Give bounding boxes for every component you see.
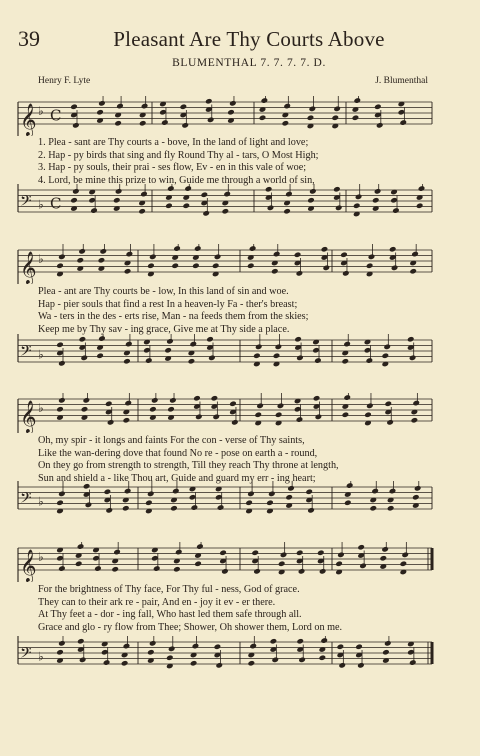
- note-head: [56, 499, 64, 506]
- verse-4-line: Sun and shield a - like Thou art, Guide and guard my err - ing heart;: [38, 472, 316, 484]
- treble-clef-icon: 𝄞: [20, 251, 37, 284]
- note-head: [323, 265, 331, 272]
- note-head: [196, 543, 204, 550]
- note-head: [389, 246, 397, 253]
- note-head: [270, 638, 278, 645]
- note-head: [121, 660, 129, 667]
- note-head: [168, 646, 176, 653]
- note-head: [126, 251, 134, 258]
- note-head: [412, 494, 420, 501]
- note-head: [58, 640, 66, 647]
- note-head: [275, 411, 283, 418]
- note-head: [337, 552, 345, 559]
- note-head: [384, 400, 392, 407]
- verse-3-line: Wa - ters in the des - erts rise, Man - na feeds them from the skies;: [38, 311, 309, 323]
- note-head: [194, 560, 202, 567]
- note-head: [387, 505, 395, 512]
- note-head: [245, 499, 253, 506]
- note-head: [409, 659, 417, 666]
- tune-name: BLUMENTHAL 7. 7. 7. 7. D.: [172, 57, 326, 69]
- note-head: [283, 208, 291, 215]
- note-head: [355, 194, 363, 201]
- note-head: [227, 109, 235, 116]
- note-head: [416, 202, 424, 209]
- note-head: [166, 338, 174, 345]
- note-head: [372, 197, 380, 204]
- note-head: [346, 482, 354, 489]
- note-head: [294, 251, 302, 258]
- note-head: [366, 403, 374, 410]
- note-head: [383, 344, 391, 351]
- note-head: [307, 197, 315, 204]
- note-head: [411, 417, 419, 424]
- note-head: [247, 262, 255, 269]
- note-head: [98, 257, 106, 264]
- note-head: [280, 552, 288, 559]
- note-head: [376, 122, 384, 129]
- note-head: [105, 507, 113, 514]
- note-head: [72, 188, 80, 195]
- note-head: [167, 185, 175, 192]
- note-head: [75, 560, 83, 567]
- treble-staff: [0, 244, 480, 284]
- key-flat-icon: ♭: [38, 252, 44, 266]
- bass-clef-icon: 𝄢: [20, 342, 32, 364]
- note-head: [382, 649, 390, 656]
- note-head: [124, 488, 132, 495]
- note-head: [214, 254, 222, 261]
- lyrics-block-2: [38, 286, 430, 336]
- note-head: [333, 106, 341, 113]
- note-head: [99, 248, 107, 255]
- verse-3-line: At Thy feet a - dor - ing fall, Who hast led them safe through all.: [38, 609, 302, 621]
- note-head: [414, 485, 422, 492]
- note-head: [253, 352, 261, 359]
- note-head: [170, 505, 178, 512]
- note-head: [271, 268, 279, 275]
- note-head: [287, 485, 295, 492]
- note-head: [357, 662, 365, 669]
- verse-3-line: 3. Hap - py souls, their prai - ses flow, Ev - en in this vale of woe;: [38, 162, 307, 174]
- note-head: [173, 566, 181, 573]
- note-head: [307, 114, 315, 121]
- note-head: [353, 202, 361, 209]
- note-head: [72, 122, 80, 129]
- common-time-icon: C: [50, 106, 62, 125]
- note-head: [344, 499, 352, 506]
- verse-2-line: 2. Hap - py birds that sing and fly Round Thy al - tars, O Most High;: [38, 149, 319, 161]
- note-head: [147, 262, 155, 269]
- note-head: [259, 114, 267, 121]
- note-head: [369, 505, 377, 512]
- note-head: [229, 400, 237, 407]
- verse-1-line: 1. Plea - sant are Thy courts a - bove, In the land of light and love;: [38, 137, 309, 148]
- note-head: [190, 660, 198, 667]
- note-head: [285, 494, 293, 501]
- note-head: [184, 185, 192, 192]
- note-head: [285, 191, 293, 198]
- note-head: [296, 270, 304, 277]
- note-head: [411, 251, 419, 258]
- note-head: [166, 654, 174, 661]
- note-head: [400, 560, 408, 567]
- note-head: [58, 360, 66, 367]
- note-head: [77, 543, 85, 550]
- note-head: [374, 103, 382, 110]
- note-head: [149, 640, 157, 647]
- note-head: [206, 336, 214, 343]
- note-head: [207, 117, 215, 124]
- note-head: [307, 507, 315, 514]
- note-head: [352, 114, 360, 121]
- treble-staff: [0, 393, 480, 433]
- note-head: [169, 397, 177, 404]
- note-head: [83, 483, 91, 490]
- note-head: [391, 265, 399, 272]
- note-head: [374, 188, 382, 195]
- note-head: [125, 341, 133, 348]
- verse-1-line: Oh, my spir - it longs and faints For the con - verse of Thy saints,: [38, 435, 305, 446]
- note-head: [273, 352, 281, 359]
- note-head: [123, 417, 131, 424]
- note-head: [96, 352, 104, 359]
- note-head: [219, 549, 227, 556]
- bass-clef-icon: 𝄢: [20, 192, 32, 214]
- note-head: [191, 504, 199, 511]
- note-head: [223, 191, 231, 198]
- note-head: [337, 643, 345, 650]
- key-flat-icon: ♭: [38, 649, 44, 664]
- note-head: [164, 347, 172, 354]
- note-head: [79, 336, 87, 343]
- note-head: [267, 205, 275, 212]
- note-head: [56, 262, 64, 269]
- note-head: [167, 406, 175, 413]
- note-head: [175, 549, 183, 556]
- note-head: [217, 504, 225, 511]
- note-head: [342, 411, 350, 418]
- note-head: [296, 549, 304, 556]
- note-head: [335, 560, 343, 567]
- note-head: [139, 120, 147, 127]
- note-head: [381, 546, 389, 553]
- note-head: [333, 186, 341, 193]
- note-head: [138, 208, 146, 215]
- lyrics-block-3: [38, 435, 430, 485]
- note-head: [343, 341, 351, 348]
- note-head: [249, 643, 257, 650]
- note-head: [268, 491, 276, 498]
- note-head: [105, 400, 113, 407]
- note-head: [107, 419, 115, 426]
- note-head: [116, 103, 124, 110]
- note-head: [115, 188, 123, 195]
- note-head: [81, 406, 89, 413]
- common-time-icon: C: [50, 194, 62, 213]
- note-head: [58, 397, 66, 404]
- note-head: [354, 97, 362, 104]
- note-head: [399, 119, 407, 126]
- treble-clef-icon: 𝄞: [20, 103, 37, 136]
- note-head: [70, 103, 78, 110]
- note-head: [296, 638, 304, 645]
- note-head: [283, 103, 291, 110]
- note-head: [140, 191, 148, 198]
- note-head: [147, 491, 155, 498]
- verse-2-line: Hap - pier souls that find a rest In a heaven-ly Fa - ther's breast;: [38, 298, 298, 310]
- note-head: [221, 568, 229, 575]
- lyrics-block-4: [38, 584, 430, 634]
- note-head: [192, 643, 200, 650]
- music-system-2: [0, 244, 480, 369]
- note-head: [319, 654, 327, 661]
- note-head: [407, 336, 415, 343]
- note-head: [409, 355, 417, 362]
- note-head: [205, 98, 213, 105]
- note-head: [355, 643, 363, 650]
- note-head: [79, 657, 87, 664]
- note-head: [56, 341, 64, 348]
- note-head: [195, 414, 203, 421]
- note-head: [124, 400, 132, 407]
- note-head: [83, 397, 91, 404]
- music-system-3: [0, 393, 480, 518]
- note-head: [266, 499, 274, 506]
- note-head: [165, 202, 173, 209]
- note-head: [251, 549, 259, 556]
- note-head: [248, 660, 256, 667]
- note-head: [314, 357, 322, 364]
- note-head: [103, 659, 111, 666]
- note-head: [149, 254, 157, 261]
- note-head: [215, 662, 223, 669]
- note-head: [222, 208, 230, 215]
- note-head: [124, 268, 132, 275]
- key-flat-icon: ♭: [38, 550, 44, 564]
- note-head: [113, 549, 121, 556]
- note-head: [389, 488, 397, 495]
- note-head: [141, 103, 149, 110]
- treble-clef-icon: 𝄞: [20, 549, 37, 582]
- note-head: [331, 114, 339, 121]
- note-head: [85, 502, 93, 509]
- bass-clef-icon: 𝄢: [20, 644, 32, 666]
- note-head: [76, 257, 84, 264]
- note-head: [161, 119, 169, 126]
- bass-staff: [0, 184, 480, 224]
- hymn-title: Pleasant Are Thy Courts Above: [113, 27, 385, 51]
- verse-4-line: Grace and glo - ry flow from Thee; Shower, Oh shower them, Lord on me.: [38, 621, 343, 633]
- note-head: [321, 246, 329, 253]
- note-head: [171, 262, 179, 269]
- note-head: [249, 245, 257, 252]
- note-head: [70, 197, 78, 204]
- note-head: [253, 568, 261, 575]
- note-head: [229, 100, 237, 107]
- note-head: [90, 207, 98, 214]
- verse-4-line: Keep me by Thy sav - ing grace, Give me at Thy side a place.: [38, 323, 290, 335]
- lyricist-credit: Henry F. Lyte: [38, 76, 91, 86]
- bass-staff: [0, 334, 480, 374]
- note-head: [189, 341, 197, 348]
- note-head: [145, 357, 153, 364]
- note-head: [123, 643, 131, 650]
- lyrics-block-1: [38, 137, 430, 187]
- note-head: [261, 97, 269, 104]
- treble-clef-icon: 𝄞: [20, 400, 37, 433]
- note-head: [212, 262, 220, 269]
- note-head: [151, 397, 159, 404]
- note-head: [412, 400, 420, 407]
- note-head: [309, 106, 317, 113]
- note-head: [278, 560, 286, 567]
- music-system-4: [0, 542, 480, 707]
- note-head: [94, 565, 102, 572]
- note-head: [418, 185, 426, 192]
- note-head: [294, 336, 302, 343]
- note-head: [315, 414, 323, 421]
- note-head: [194, 245, 202, 252]
- verse-2-line: They can to their ark re - pair, And en - joy it ev - er there.: [38, 596, 276, 608]
- note-head: [317, 549, 325, 556]
- note-head: [111, 566, 119, 573]
- note-head: [342, 270, 350, 277]
- note-head: [123, 358, 131, 365]
- note-head: [98, 335, 106, 342]
- note-head: [201, 191, 209, 198]
- key-flat-icon: ♭: [38, 197, 44, 212]
- verse-3-line: On they go from strength to strength, Till they reach Thy throne at length,: [38, 460, 339, 472]
- treble-staff: [0, 96, 480, 136]
- note-head: [409, 268, 417, 275]
- note-head: [180, 103, 188, 110]
- note-head: [340, 251, 348, 258]
- note-head: [319, 568, 327, 575]
- key-flat-icon: ♭: [38, 494, 44, 509]
- note-head: [58, 491, 66, 498]
- note-head: [113, 197, 121, 204]
- note-head: [357, 544, 365, 551]
- note-head: [211, 395, 219, 402]
- note-head: [181, 122, 189, 129]
- note-head: [58, 565, 66, 572]
- note-head: [275, 344, 283, 351]
- bass-staff: [0, 481, 480, 521]
- note-head: [371, 488, 379, 495]
- note-head: [153, 565, 161, 572]
- note-head: [313, 395, 321, 402]
- note-head: [231, 419, 239, 426]
- note-head: [338, 662, 346, 669]
- note-head: [147, 649, 155, 656]
- verse-1-line: Plea - ant are Thy courts be - low, In this land of sin and woe.: [38, 286, 289, 297]
- note-head: [384, 640, 392, 647]
- note-head: [364, 411, 372, 418]
- note-head: [296, 355, 304, 362]
- note-head: [78, 248, 86, 255]
- note-head: [359, 563, 367, 570]
- note-head: [122, 505, 130, 512]
- note-head: [98, 100, 106, 107]
- note-head: [255, 344, 263, 351]
- note-head: [56, 649, 64, 656]
- composer-credit: J. Blumenthal: [375, 76, 428, 86]
- note-head: [341, 358, 349, 365]
- note-head: [379, 555, 387, 562]
- bass-clef-icon: 𝄢: [20, 489, 32, 511]
- note-head: [296, 416, 304, 423]
- note-head: [309, 188, 317, 195]
- note-head: [401, 552, 409, 559]
- note-head: [208, 355, 216, 362]
- note-head: [277, 403, 285, 410]
- note-head: [173, 245, 181, 252]
- note-head: [114, 120, 122, 127]
- note-head: [366, 262, 374, 269]
- verse-1-line: For the brightness of Thy face, For Thy ful - ness, God of grace.: [38, 584, 300, 595]
- note-head: [386, 419, 394, 426]
- note-head: [254, 411, 262, 418]
- note-head: [58, 254, 66, 261]
- note-head: [212, 414, 220, 421]
- bass-staff: [0, 636, 480, 676]
- note-head: [104, 488, 112, 495]
- note-head: [282, 120, 290, 127]
- note-head: [182, 202, 190, 209]
- note-head: [298, 657, 306, 664]
- key-flat-icon: ♭: [38, 104, 44, 118]
- note-head: [273, 251, 281, 258]
- note-head: [145, 499, 153, 506]
- note-head: [343, 394, 351, 401]
- verse-2-line: Like the wan-dering dove that found No re - pose on earth a - round,: [38, 447, 318, 459]
- note-head: [256, 403, 264, 410]
- music-system-1: [0, 96, 480, 221]
- note-head: [193, 395, 201, 402]
- note-head: [265, 186, 273, 193]
- note-head: [368, 254, 376, 261]
- verse-4-line: 4. Lord, be mine this prize to win, Guide me through a world of sin,: [38, 174, 315, 186]
- key-flat-icon: ♭: [38, 347, 44, 362]
- note-head: [96, 109, 104, 116]
- hymn-number: 39: [18, 26, 40, 51]
- note-head: [335, 205, 343, 212]
- note-head: [192, 262, 200, 269]
- note-head: [77, 638, 85, 645]
- treble-staff: [0, 542, 480, 582]
- note-head: [56, 406, 64, 413]
- note-head: [271, 657, 279, 664]
- note-head: [214, 643, 222, 650]
- note-head: [149, 406, 157, 413]
- note-head: [305, 488, 313, 495]
- note-head: [298, 568, 306, 575]
- note-head: [188, 358, 196, 365]
- key-flat-icon: ♭: [38, 401, 44, 415]
- note-head: [366, 357, 374, 364]
- note-head: [382, 352, 390, 359]
- note-head: [202, 210, 210, 217]
- note-head: [320, 637, 328, 644]
- note-head: [80, 355, 88, 362]
- note-head: [172, 488, 180, 495]
- note-head: [247, 491, 255, 498]
- note-head: [392, 207, 400, 214]
